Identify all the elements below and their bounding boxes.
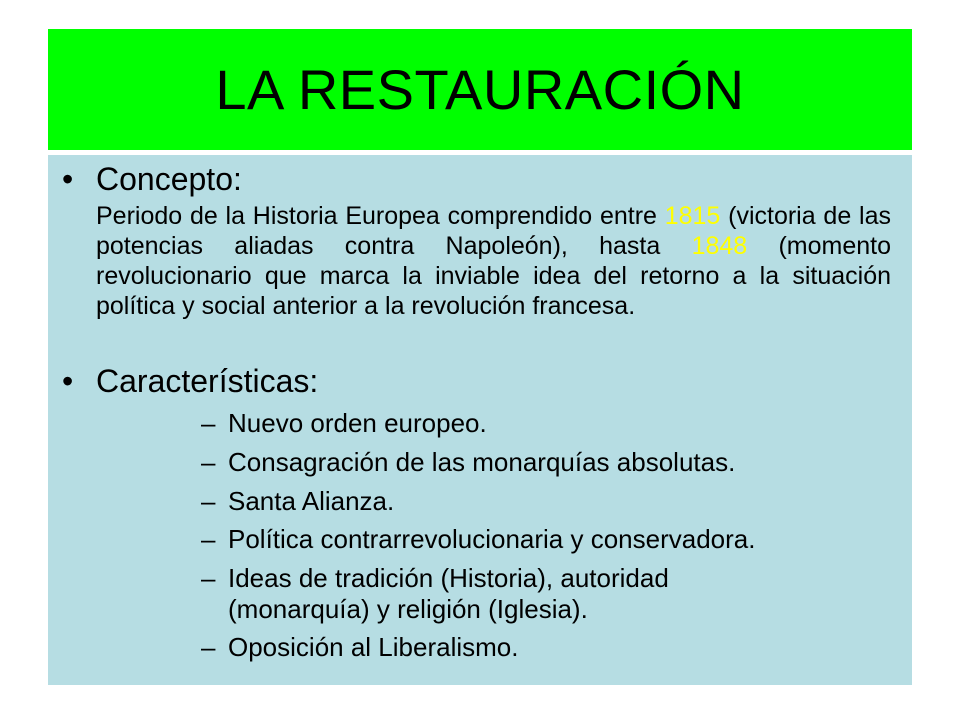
concepto-text-2: (victoria de las potencias aliadas contra Napoleón), hasta	[96, 202, 891, 260]
list-item	[201, 486, 898, 517]
list-item-text: Ideas de tradición (Historia), autoridad (monarquía) y religión (Iglesia).	[228, 563, 669, 624]
list-item-text: Consagración de las monarquías absolutas.	[228, 447, 736, 477]
list-item	[201, 632, 898, 663]
concepto-heading: Concepto:	[96, 161, 242, 197]
concepto-text-3: (momento revolucionario que marca la inviable idea del retorno a la situación política y social anterior a la revolución francesa.	[96, 232, 891, 320]
list-item-text: Política contrarrevolucionaria y conservadora.	[228, 524, 756, 554]
list-item	[201, 524, 898, 555]
list-item	[201, 563, 788, 625]
list-item-text: Nuevo orden europeo.	[228, 408, 487, 438]
dash-icon: –	[201, 524, 216, 554]
concepto-paragraph	[96, 201, 891, 321]
list-item-text: Santa Alianza.	[228, 486, 395, 516]
list-item	[201, 447, 898, 478]
dash-icon: –	[201, 408, 216, 438]
title-bar	[48, 29, 912, 150]
dash-icon: –	[201, 447, 216, 477]
concepto-text-1: Periodo de la Historia Europea comprendido entre	[96, 202, 665, 230]
caracteristicas-heading: Características:	[96, 363, 319, 399]
list-item-text: Oposición al Liberalismo.	[228, 632, 519, 662]
dash-icon: –	[201, 486, 216, 516]
year-start: 1815	[664, 202, 721, 230]
slide-title: LA RESTAURACIÓN	[215, 58, 745, 121]
bullet-caracteristicas	[62, 363, 319, 399]
bullet-dot-icon: •	[62, 161, 74, 197]
bullet-dot-icon: •	[62, 363, 74, 399]
dash-icon: –	[201, 632, 216, 662]
dash-icon: –	[201, 563, 216, 593]
year-end: 1848	[691, 232, 748, 260]
bullet-concepto	[62, 161, 242, 197]
list-item	[201, 408, 898, 439]
